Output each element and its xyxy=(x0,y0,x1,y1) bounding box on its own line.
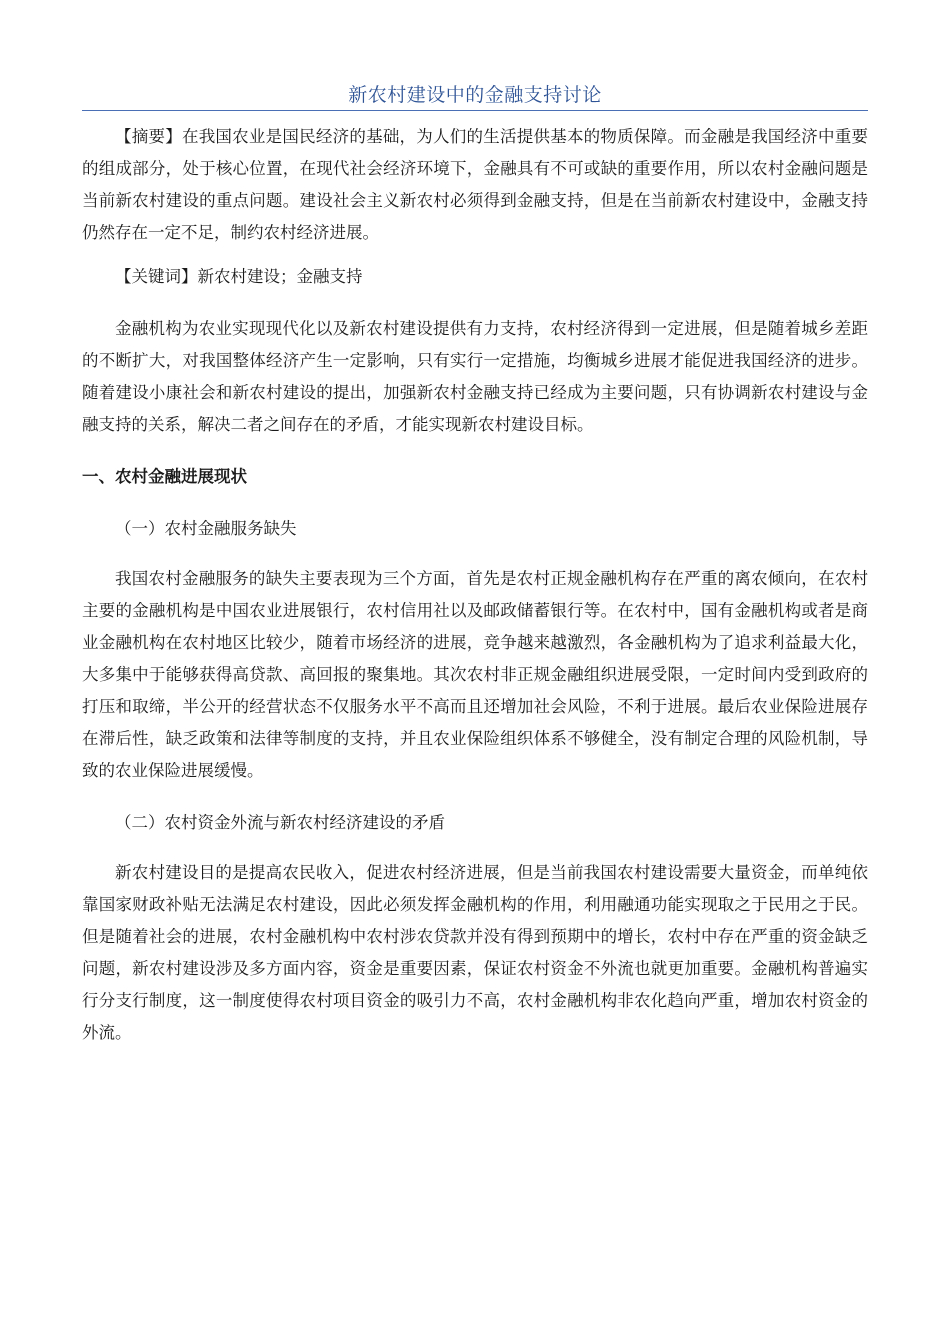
subsection-heading-1: （一）农村金融服务缺失 xyxy=(115,519,297,538)
keywords-paragraph: 【关键词】新农村建设；金融支持 xyxy=(115,267,363,286)
subsection-heading-2: （二）农村资金外流与新农村经济建设的矛盾 xyxy=(115,813,445,832)
page-title: 新农村建设中的金融支持讨论 xyxy=(82,80,868,111)
intro-paragraph: 金融机构为农业实现现代化以及新农村建设提供有力支持，农村经济得到一定进展，但是随着城乡差距的不断扩大，对我国整体经济产生一定影响，只有实行一定措施，均衡城乡进展才能促进我国经济的进步。随着建设小康社会和新农村建设的提出，加强新农村金融支持已经成为主要问题，只有协调新农村建设与金融支持的关系，解决二者之间存在的矛盾，才能实现新农村建设目标。 xyxy=(82,319,868,434)
subsection-2-paragraph: 新农村建设目的是提高农民收入，促进农村经济进展，但是当前我国农村建设需要大量资金，而单纯依靠国家财政补贴无法满足农村建设，因此必须发挥金融机构的作用，利用融通功能实现取之于民用之于民。但是随着社会的进展，农村金融机构中农村涉农贷款并没有得到预期中的增长，农村中存在严重的资金缺乏问题，新农村建设涉及多方面内容，资金是重要因素，保证农村资金不外流也就更加重要。金融机构普遍实行分支行制度，这一制度使得农村项目资金的吸引力不高，农村金融机构非农化趋向严重，增加农村资金的外流。 xyxy=(82,863,868,1042)
document-page xyxy=(82,80,868,1049)
subsection-1-paragraph: 我国农村金融服务的缺失主要表现为三个方面，首先是农村正规金融机构存在严重的离农倾向，在农村主要的金融机构是中国农业进展银行，农村信用社以及邮政储蓄银行等。在农村中，国有金融机构或者是商业金融机构在农村地区比较少，随着市场经济的进展，竞争越来越激烈，各金融机构为了追求利益最大化，大多集中于能够获得高贷款、高回报的聚集地。其次农村非正规金融组织进展受限，一定时间内受到政府的打压和取缔，半公开的经营状态不仅服务水平不高而且还增加社会风险，不利于进展。最后农业保险进展存在滞后性，缺乏政策和法律等制度的支持，并且农业保险组织体系不够健全，没有制定合理的风险机制，导致的农业保险进展缓慢。 xyxy=(82,569,868,780)
section-heading: 一、农村金融进展现状 xyxy=(82,467,247,486)
abstract-paragraph: 【摘要】在我国农业是国民经济的基础，为人们的生活提供基本的物质保障。而金融是我国经济中重要的组成部分，处于核心位置，在现代社会经济环境下，金融具有不可或缺的重要作用，所以农村金融问题是当前新农村建设的重点问题。建设社会主义新农村必须得到金融支持，但是在当前新农村建设中，金融支持仍然存在一定不足，制约农村经济进展。 xyxy=(82,127,868,242)
